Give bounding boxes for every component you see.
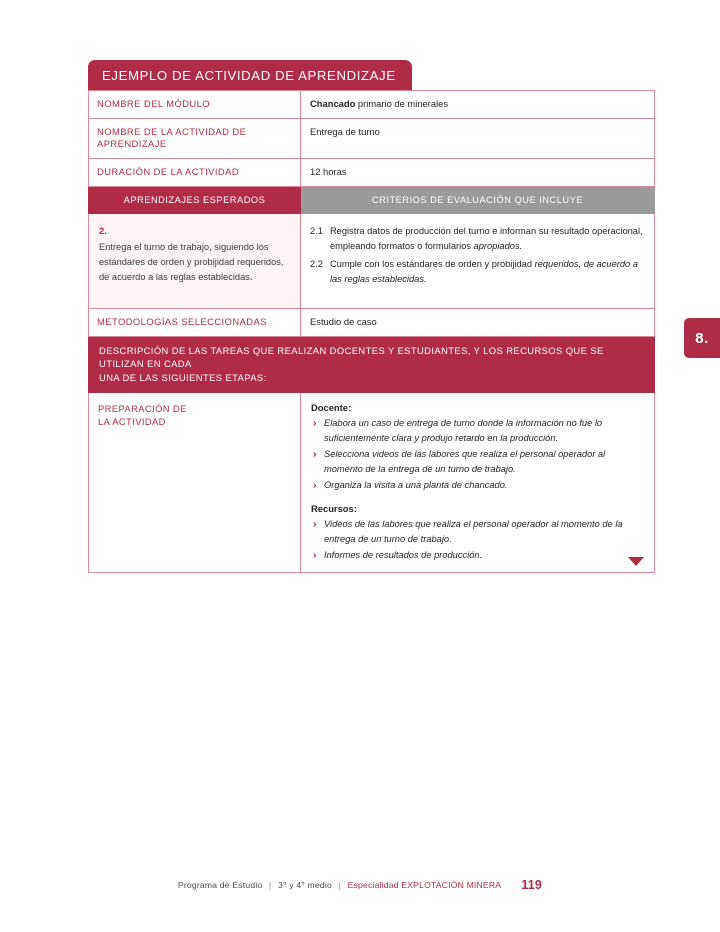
criterion-number: 2.1 [310,225,323,236]
footer-program: Programa de Estudio [177,880,263,890]
outcomes-body-row [89,213,655,308]
criterion-text [330,257,644,287]
activity-sheet [88,60,655,573]
row-value-module [301,91,655,119]
list-item: › Selecciona videos de las labores que realiza el personal operador al momento de la entrega de un turno de trabajo. [313,447,640,477]
footer-separator: | [338,880,341,890]
header-learning-outcomes: APRENDIZAJES ESPERADOS [89,186,301,213]
row-value-activity: Entrega de turno [301,118,655,158]
evaluation-criteria-cell [301,213,655,308]
criterion-text-part1: Cumple con los estándares de orden y probijidad [329,258,535,269]
criterion-text-part2: apropiados. [473,240,523,251]
sheet-title-text: EJEMPLO DE ACTIVIDAD DE APRENDIZAJE [102,68,396,83]
row-label-activity: NOMBRE DE LA ACTIVIDAD DE APRENDIZAJE [89,118,301,158]
description-banner [89,336,655,392]
sheet-title-tab [88,60,412,90]
table-row [89,118,655,158]
table-row [89,159,655,187]
continues-down-arrow-icon [628,557,644,566]
chapter-index-label: 8. [695,329,709,347]
criterion-text-part1: Registra datos de producción del turno e informan su resultado operacional, empleando formatos o formularios [329,225,643,251]
learning-outcome-text: Entrega el turno de trabajo, siguiendo los estándares de orden y probijidad requeridos, de acuerdo a las reglas establecidas. [99,241,284,282]
criterion-number: 2.2 [310,258,323,269]
table-row [89,308,655,336]
row-value-methodology: Estudio de caso [301,308,655,336]
teacher-task-list [313,416,640,493]
page-number: 119 [521,878,543,892]
activity-table [88,90,655,573]
description-banner-row [89,336,655,392]
module-name-lead: Chancado [310,98,356,109]
criterion-text-part2: requeridos, de acuerdo a las reglas establecidas. [329,258,638,284]
row-label-methodology: METODOLOGÍAS SELECCIONADAS [89,308,301,336]
resources-heading: Recursos: [311,502,357,514]
stage-label-line1: PREPARACIÓN DE [98,402,187,414]
header-evaluation-criteria: CRITERIOS DE EVALUACIÓN QUE INCLUYE [301,186,655,213]
list-item: › Organiza la visita a una planta de chancado. [313,478,640,493]
learning-outcome-cell [89,213,301,308]
row-value-duration: 12 horas [301,159,655,187]
footer-specialty: Especialidad EXPLOTACIÓN MINERA [347,880,501,890]
row-label-duration: DURACIÓN DE LA ACTIVIDAD [89,159,301,187]
list-item: › Informes de resultados de producción. [313,548,640,563]
table-row [89,91,655,119]
module-name-rest: primario de minerales [355,98,449,109]
stage-content [301,392,655,572]
footer-level: 3° y 4° medio [278,880,332,890]
chapter-index-tab [684,318,720,358]
resources-list [313,517,640,563]
description-banner-line2: UNA DE LAS SIGUIENTES ETAPAS: [99,371,267,383]
learning-outcome-number: 2. [99,225,107,236]
outcomes-header-row [89,186,655,213]
page-footer [0,878,720,892]
stage-label [89,392,301,572]
list-item: › Elabora un caso de entrega de turno donde la información no fue lo suficientemente clara y produjo retardo en la producción. [313,416,640,446]
criterion-item [310,257,644,287]
criterion-item [310,224,644,254]
teacher-heading: Docente: [311,401,352,413]
description-banner-line1: DESCRIPCIÓN DE LAS TAREAS QUE REALIZAN DOCENTES Y ESTUDIANTES, Y LOS RECURSOS QUE SE UTILIZAN EN CADA [99,344,604,370]
criterion-text [330,224,644,254]
list-item: › Videos de las labores que realiza el personal operador al momento de la entrega de un turno de trabajo. [313,517,640,547]
footer-separator: | [269,880,272,890]
stage-row [89,392,655,572]
row-label-module: NOMBRE DEL MÓDULO [89,91,301,119]
stage-label-line2: LA ACTIVIDAD [98,415,166,427]
